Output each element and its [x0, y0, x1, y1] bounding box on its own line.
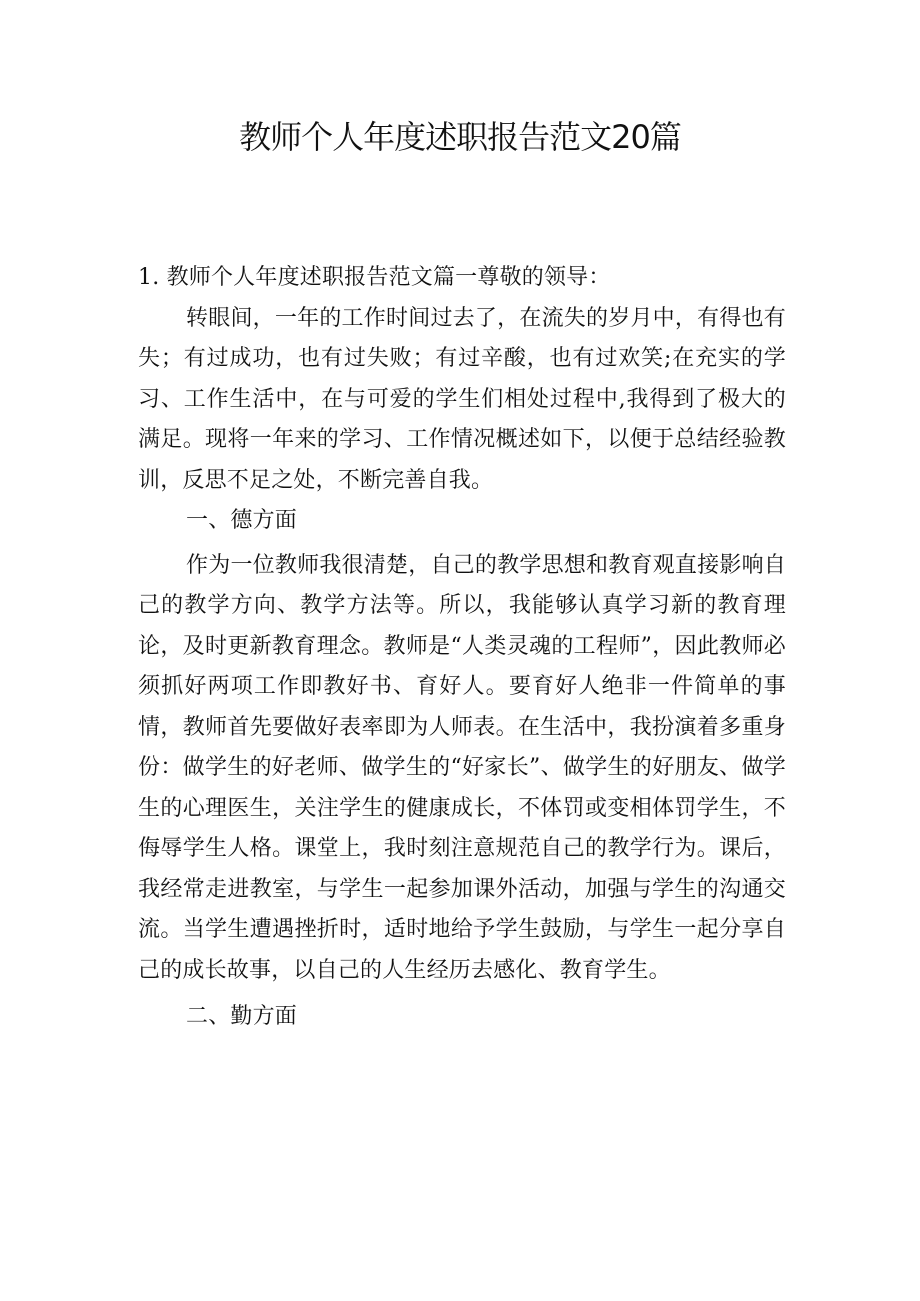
- section-heading-diligence: 二、勤方面: [186, 1004, 298, 1029]
- intro-line: 1. 教师个人年度述职报告范文篇一尊敬的领导：: [138, 265, 611, 290]
- paragraph-morality: 作为一位教师我很清楚，自己的教学思想和教育观直接影响自己的教学方向、教学方法等。所以，我能够认真学习新的教育理论，及时更新教育理念。教师是“人类灵魂的工程师”，因此教师必须抓好两项工作即教好书、育好人。要育好人绝非一件简单的事情，教师首先要做好表率即为人师表。在生活中，我扮演着多重身份：做学生的好老师、做学生的“好家长”、做学生的好朋友、做学生的心理医生，关注学生的健康成长，不体罚或变相体罚学生，不侮辱学生人格。课堂上，我时刻注意规范自己的教学行为。课后，我经常走进教室，与学生一起参加课外活动，加强与学生的沟通交流。当学生遭遇挫折时，适时地给予学生鼓励，与学生一起分享自己的成长故事，以自己的人生经历去感化、教育学生。: [138, 552, 786, 983]
- paragraph-opening: 转眼间，一年的工作时间过去了，在流失的岁月中，有得也有失；有过成功，也有过失败；有过辛酸，也有过欢笑;在充实的学习、工作生活中，在与可爱的学生们相处过程中,我得到了极大的满足。现将一年来的学习、工作情况概述如下，以便于总结经验教训，反思不足之处，不断完善自我。: [138, 305, 786, 493]
- section-heading-morality: 一、德方面: [186, 508, 298, 533]
- document-body: [138, 258, 786, 1038]
- document-title: 教师个人年度述职报告范文20篇: [239, 118, 681, 156]
